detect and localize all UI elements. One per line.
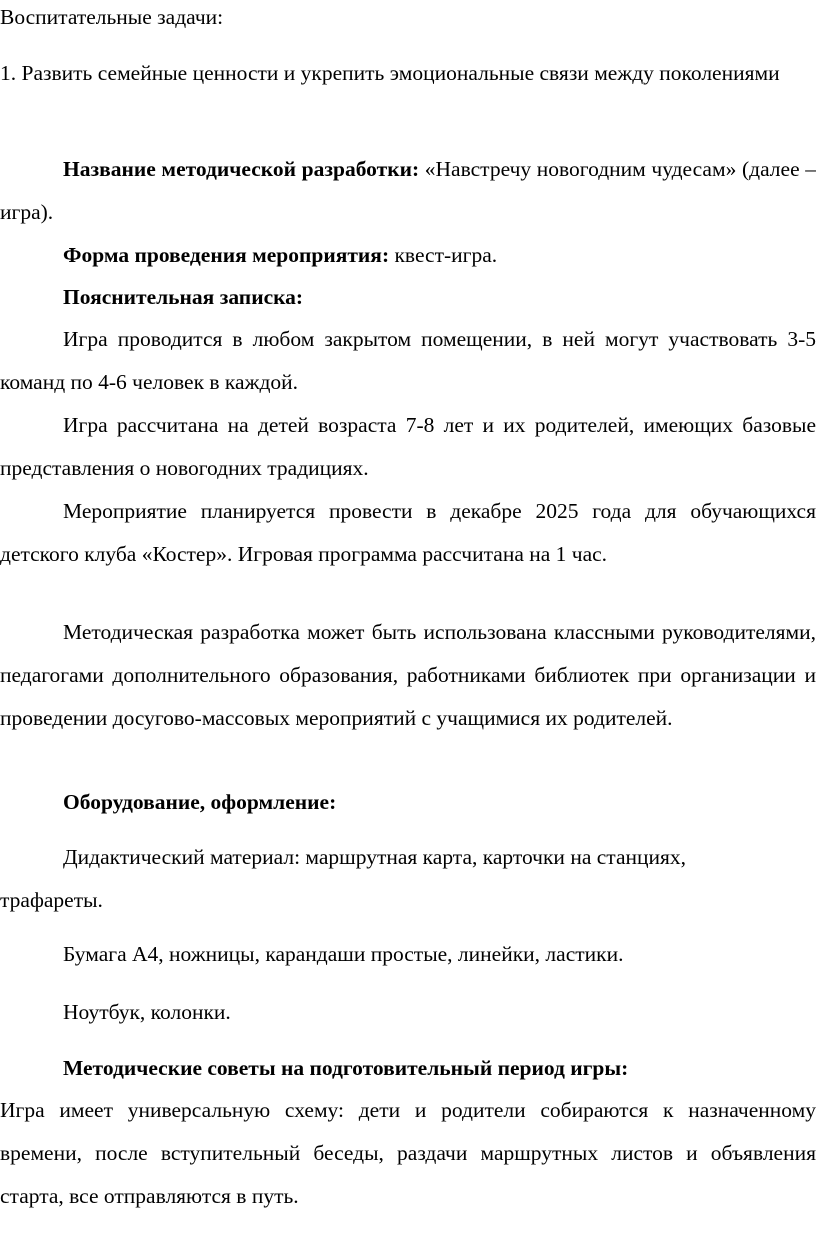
method-title-line [0, 148, 816, 234]
education-tasks-heading: Воспитательные задачи: [0, 5, 224, 29]
equipment-item: Дидактический материал: маршрутная карта, карточки на станциях, трафареты. [0, 845, 687, 912]
education-task-text: Развить семейные ценности и укрепить эмоциональные связи между поколениями [21, 61, 780, 85]
explanatory-note-heading [0, 276, 816, 319]
equipment-item: Ноутбук, колонки. [63, 1000, 231, 1024]
method-title-label: Название методической разработки: [63, 157, 420, 181]
event-form-line [0, 234, 816, 277]
note-paragraph: Мероприятие планируется провести в декабре 2025 года для обучающихся детского клуба «Костер». Игровая программа рассчитана на 1 час. [0, 499, 816, 566]
education-task-number: 1. [0, 61, 17, 85]
note-paragraph: Методическая разработка может быть использована классными руководителями, педагогами дополнительного образования, работниками библиотек при организации и проведении досугово-массовых мероприятий с учащимися их родителей. [0, 620, 816, 730]
advice-text: Игра имеет универсальную схему: дети и родители собираются к назначенному времени, после вступительный беседы, раздачи маршрутных листов и объявления старта, все отправляются в путь. [0, 1098, 816, 1208]
equipment-item: Бумага А4, ножницы, карандаши простые, линейки, ластики. [63, 942, 624, 966]
event-form-value: квест-игра. [394, 243, 498, 267]
advice-heading-text: Методические советы на подготовительный период игры: [63, 1056, 629, 1080]
method-title-value: «Навстречу новогодним чудесам» (далее – игра). [0, 157, 816, 224]
event-form-label: Форма проведения мероприятия: [63, 243, 390, 267]
advice-heading [0, 1047, 816, 1090]
equipment-heading-text: Оборудование, оформление: [63, 790, 337, 814]
explanatory-note-heading-text: Пояснительная записка: [63, 285, 304, 309]
note-paragraph: Игра проводится в любом закрытом помещении, в ней могут участвовать 3-5 команд по 4-6 человек в каждой. [0, 327, 816, 394]
note-paragraph: Игра рассчитана на детей возраста 7-8 лет и их родителей, имеющих базовые представления о новогодних традициях. [0, 413, 816, 480]
education-task-item [0, 52, 800, 95]
equipment-heading [0, 781, 816, 824]
